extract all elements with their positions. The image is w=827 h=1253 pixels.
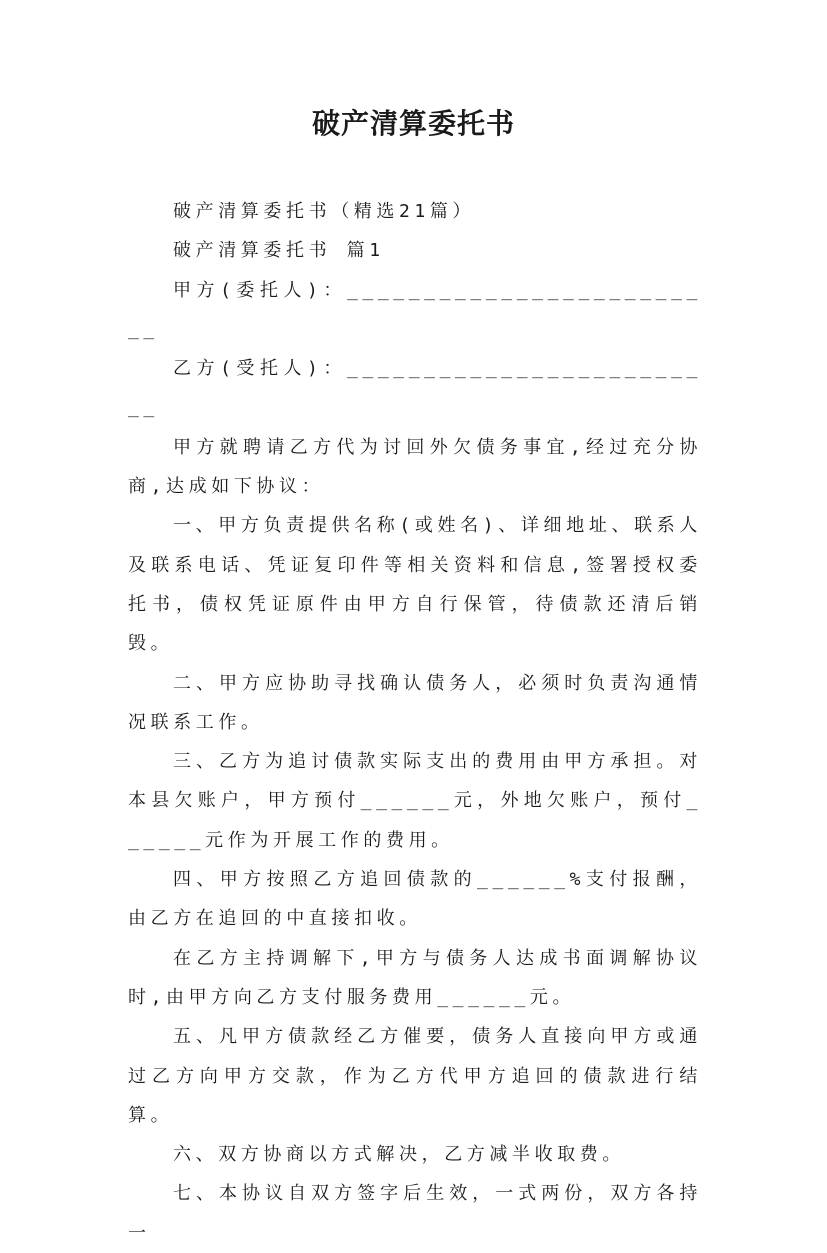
paragraph-party-a: 甲方(委托人)：_________________________ <box>128 279 702 340</box>
paragraph-clause-2: 二、甲方应协助寻找确认债务人，必须时负责沟通情况联系工作。 <box>128 672 702 733</box>
paragraph-clause-7: 七、本协议自双方签字后生效，一式两份，双方各持一 <box>128 1183 702 1244</box>
paragraph-clause-4: 四、甲方按照乙方追回债款的______%支付报酬，由乙方在追回的中直接扣收。 <box>128 869 702 930</box>
paragraph-clause-1: 一、甲方负责提供名称(或姓名)、详细地址、联系人及联系电话、凭证复印件等相关资料和信息,签署授权委托书，债权凭证原件由甲方自行保管，待债款还清后销毁。 <box>128 515 702 655</box>
document-title: 破产清算委托书 <box>311 107 515 140</box>
paragraph-clause-6: 六、双方协商以方式解决，乙方减半收取费。 <box>173 1144 625 1166</box>
paragraph-section-heading: 破产清算委托书 篇1 <box>173 240 385 262</box>
paragraph-party-b: 乙方(受托人)：_________________________ <box>128 358 702 419</box>
paragraph-clause-5: 五、凡甲方债款经乙方催要，债务人直接向甲方或通过乙方向甲方交款，作为乙方代甲方追回的债款进行结算。 <box>128 1026 702 1126</box>
paragraph-subtitle: 破产清算委托书（精选21篇） <box>173 201 476 222</box>
document-body <box>128 192 702 1253</box>
paragraph-intro: 甲方就聘请乙方代为讨回外欠债务事宜,经过充分协商,达成如下协议： <box>128 436 702 498</box>
paragraph-mediation: 在乙方主持调解下,甲方与债务人达成书面调解协议时,由甲方向乙方支付服务费用______元。 <box>128 947 702 1008</box>
paragraph-clause-3: 三、乙方为追讨债款实际支出的费用由甲方承担。对本县欠账户，甲方预付______元，外地欠账户，预付______元作为开展工作的费用。 <box>128 751 702 851</box>
